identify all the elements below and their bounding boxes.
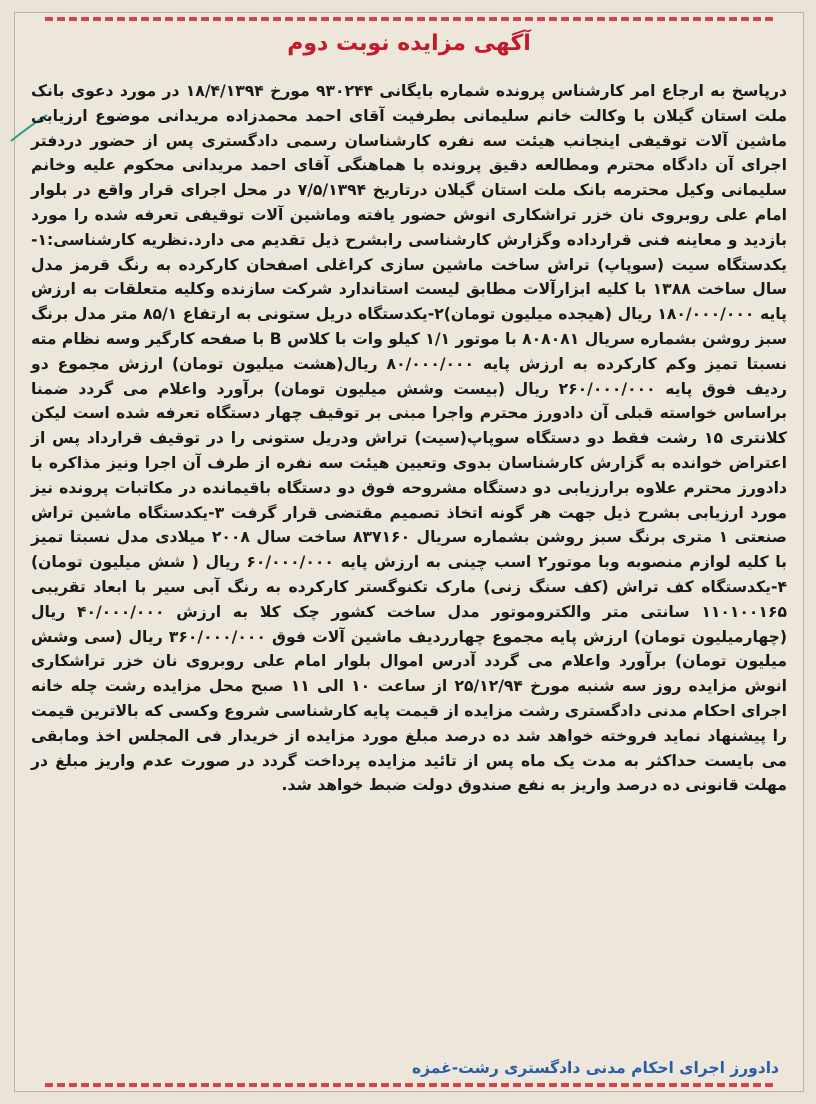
bottom-dashed-border — [45, 1083, 773, 1087]
notice-signature: دادورز اجرای احکام مدنی دادگستری رشت-غمزه — [411, 1059, 779, 1077]
top-dashed-border — [45, 17, 773, 21]
notice-clipping — [14, 12, 804, 1092]
notice-body: درپاسخ به ارجاع امر کارشناس پرونده شماره بایگانی ۹۳۰۲۴۴ مورخ ۱۸/۴/۱۳۹۴ در مورد دعوی بانک ملت استان گیلان با وکالت خانم سلیمانی بطرفیت آقای احمد محمدزاده مریدانی موضوع ارزیابی ماشین آلات توقیفی اینجانب هیئت سه نفره کارشناسان رسمی دادگستری پس از حضور دردفتر اجرای آن دادگاه محترم ومطالعه دقیق پرونده با هماهنگی آقای احمد مریدانی محکوم علیه وخانم سلیمانی وکیل محترمه بانک ملت استان گیلان درتاریخ ۷/۵/۱۳۹۴ در محل اجرای قرار واقع در بلوار امام علی روبروی نان خزر تراشکاری انوش حضور یافته وماشین آلات توقیفی تعرفه شده را مورد بازدید و معاینه فنی قرارداده وگزارش کارشناسی رابشرح ذیل تقدیم می دارد.نظریه کارشناسی:۱-یکدستگاه سیت (سوپاپ) تراش ساخت ماشین سازی کراغلی اصفحان کارکرده به رنگ قرمز مدل سال ساخت ۱۳۸۸ با کلیه ابزارآلات مطابق لیست استاندارد شرکت سازنده وکلیه متعلقات به ارزش پایه ۱۸۰/۰۰۰/۰۰۰ ریال (هیجده میلیون تومان)۲-یکدستگاه دریل ستونی به ارتفاع ۸۵/۱ متر مدل برنگ سبز روشن بشماره سریال ۸۰۸۰۸۱ با موتور ۱/۱ کیلو وات با کلاس B با صفحه کارگیر وسه نظام مته نسبتا تمیز وکم کارکرده به ارزش پایه ۸۰/۰۰۰/۰۰۰ ریال(هشت میلیون تومان) ارزش مجموع دو ردیف فوق پایه ۲۶۰/۰۰۰/۰۰۰ ریال (بیست وشش میلیون تومان) برآورد واعلام می گردد ضمنا براساس خواسته قبلی آن دادورز محترم واجرا مبنی بر توقیف چهار دستگاه تعرفه شده است لیکن کلانتری ۱۵ رشت فقط دو دستگاه سوپاپ(سیت) تراش ودریل ستونی را در توقیف قرارداد پس از اعتراض خوانده به گزارش کارشناسان بدوی وتعیین هیئت سه نفره از طرف آن اجرا ونیز مذاکره با دادورز محترم علاوه برارزیابی دو دستگاه مشروحه فوق دو دستگاه باقیمانده در مکاتبات پرونده نیز مورد ارزیابی بشرح ذیل جهت هر گونه اتخاذ تصمیم مقتضی قرار گرفت ۳-یکدستگاه ماشین تراش صنعتی ۱ متری برنگ سبز روشن بشماره سریال ۸۳۷۱۶۰ ساخت سال ۲۰۰۸ میلادی مدل نسبتا تمیز با کلیه لوازم منصوبه وبا موتور۲ اسب چینی به ارزش پایه ۶۰/۰۰۰/۰۰۰ ریال ( شش میلیون تومان) ۴-یکدستگاه کف تراش (کف سنگ زنی) مارک تکنوگستر کارکرده به رنگ آبی سیر با ابعاد تقریبی ۱۱۰۱۰۰۱۶۵ سانتی متر والکتروموتور مدل ساخت کشور چک کلا به ارزش ۴۰/۰۰۰/۰۰۰ ریال (چهارمیلیون تومان) ارزش پایه مجموع چهارردیف ماشین آلات فوق ۳۶۰/۰۰۰/۰۰۰ ریال (سی وشش میلیون تومان) برآورد واعلام می گردد آدرس اموال بلوار امام علی روبروی نان خزر تراشکاری انوش مزایده روز سه شنبه مورخ ۲۵/۱۲/۹۴ از ساعت ۱۰ الی ۱۱ صبح محل مزایده رشت چله خانه اجرای احکام مدنی دادگستری رشت مزایده از قیمت پایه کارشناسی شروع وکسی که بالاترین قیمت را پیشنهاد نماید فروخته خواهد شد ده درصد مبلغ مورد مزایده از خریدار فی المجلس اخذ ومابقی می بایست حداکثر به مدت یک ماه پس از تائید مزایده پرداخت گردد در صورت عدم واریز مبلغ در مهلت قانونی ده درصد واریز به نفع صندوق دولت ضبط خواهد شد. — [31, 82, 788, 795]
notice-title: آگهی مزایده نوبت دوم — [287, 31, 531, 56]
